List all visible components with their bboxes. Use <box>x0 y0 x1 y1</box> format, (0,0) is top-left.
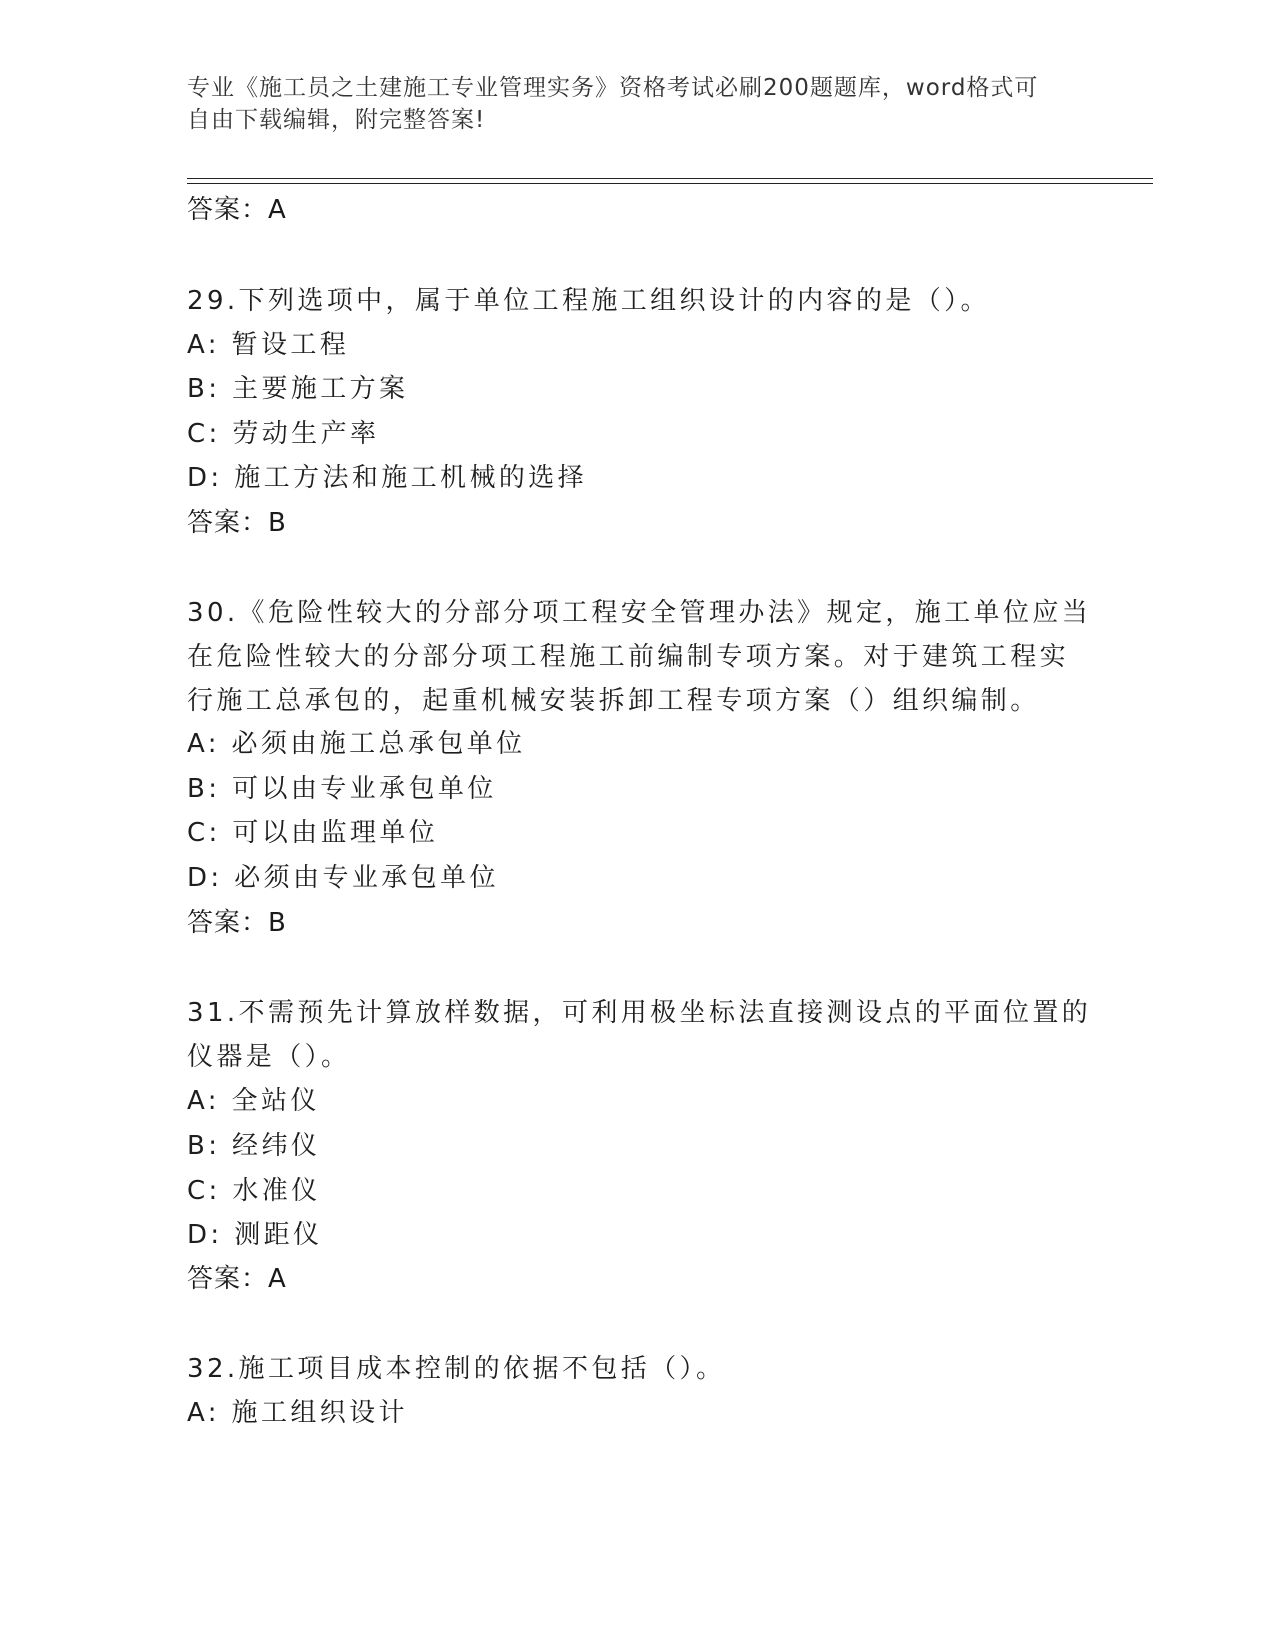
question-30-option-c: C: 可以由监理单位 <box>187 818 439 848</box>
question-31-answer: 答案：A <box>187 1264 287 1294</box>
header-divider-top <box>187 178 1153 179</box>
question-30-option-a: A: 必须由施工总承包单位 <box>187 729 526 759</box>
question-30-stem-line-2: 在危险性较大的分部分项工程施工前编制专项方案。对于建筑工程实 <box>187 642 1070 672</box>
question-32-option-a: A: 施工组织设计 <box>187 1398 408 1428</box>
question-29-option-d: D: 施工方法和施工机械的选择 <box>187 463 588 493</box>
question-31-option-a: A: 全站仪 <box>187 1086 320 1116</box>
question-31-stem-line-2: 仪器是（）。 <box>187 1042 351 1072</box>
question-30-answer: 答案：B <box>187 908 287 938</box>
previous-answer: 答案：A <box>187 195 287 225</box>
question-29-option-c: C: 劳动生产率 <box>187 419 380 449</box>
question-31-option-d: D: 测距仪 <box>187 1220 323 1250</box>
question-29-answer: 答案：B <box>187 508 287 538</box>
question-30-option-b: B: 可以由专业承包单位 <box>187 774 497 804</box>
header-divider-bottom <box>187 183 1153 184</box>
question-32-stem: 32.施工项目成本控制的依据不包括（）。 <box>187 1354 726 1384</box>
question-30-stem-line-1: 30.《危险性较大的分部分项工程安全管理办法》规定，施工单位应当 <box>187 598 1092 628</box>
document-header <box>187 72 1067 136</box>
header-line-1: 专业《施工员之土建施工专业管理实务》资格考试必刷200题题库，word格式可 <box>187 75 1039 101</box>
question-30-stem-line-3: 行施工总承包的，起重机械安装拆卸工程专项方案（）组织编制。 <box>187 686 1040 716</box>
question-31-option-c: C: 水准仪 <box>187 1176 321 1206</box>
question-29-option-b: B: 主要施工方案 <box>187 374 409 404</box>
question-31-stem-line-1: 31.不需预先计算放样数据，可利用极坐标法直接测设点的平面位置的 <box>187 998 1092 1028</box>
question-30-option-d: D: 必须由专业承包单位 <box>187 863 499 893</box>
question-31-option-b: B: 经纬仪 <box>187 1131 321 1161</box>
question-29-option-a: A: 暂设工程 <box>187 330 350 360</box>
header-line-2: 自由下载编辑，附完整答案! <box>187 107 486 133</box>
question-29-stem: 29.下列选项中，属于单位工程施工组织设计的内容的是（）。 <box>187 286 990 316</box>
